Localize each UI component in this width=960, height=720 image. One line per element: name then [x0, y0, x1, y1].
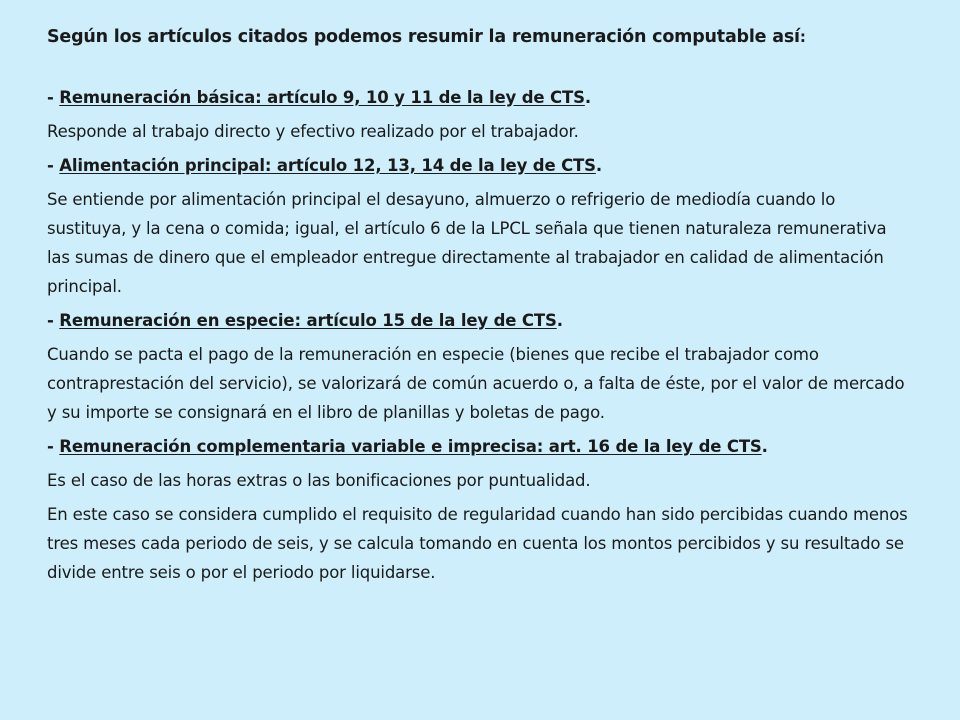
section-heading-alimentacion-principal: - Alimentación principal: artículo 12, 13, 14 de la ley de CTS. [47, 155, 603, 175]
section-paragraph: Cuando se pacta el pago de la remuneración en especie (bienes que recibe el trabajador como contraprestación del servicio), se valorizará de común acuerdo o, a falta de éste, por el valor de mercado y su importe se consignará en el libro de planillas y boletas de pago. [47, 344, 905, 422]
slide-title-colon: : [799, 28, 806, 46]
section-heading-text: Remuneración básica: artículo 9, 10 y 11 de la ley de CTS [59, 87, 585, 107]
section-heading-text: Remuneración en especie: artículo 15 de la ley de CTS [59, 310, 557, 330]
section-paragraph: Responde al trabajo directo y efectivo realizado por el trabajador. [47, 121, 579, 141]
slide-content [47, 83, 914, 587]
section-paragraph: Se entiende por alimentación principal el desayuno, almuerzo o refrigerio de mediodía cuando lo sustituya, y la cena o comida; igual, el artículo 6 de la LPCL señala que tienen naturaleza remunerativa las sumas de dinero que el empleador entregue directamente al trabajador en calidad de alimentación principal. [47, 189, 887, 296]
section-paragraph: En este caso se considera cumplido el requisito de regularidad cuando han sido percibidas cuando menos tres meses cada periodo de seis, y se calcula tomando en cuenta los montos percibidos y su resultado se divide entre seis o por el periodo por liquidarse. [47, 504, 908, 582]
section-heading-text: Alimentación principal: artículo 12, 13, 14 de la ley de CTS [59, 155, 596, 175]
slide-title [47, 26, 914, 49]
slide-title-text: Según los artículos citados podemos resumir la remuneración computable así [47, 27, 800, 47]
section-heading-remuneracion-especie: - Remuneración en especie: artículo 15 de la ley de CTS. [47, 310, 563, 330]
section-heading-remuneracion-basica: - Remuneración básica: artículo 9, 10 y 11 de la ley de CTS. [47, 87, 591, 107]
section-heading-remuneracion-complementaria: - Remuneración complementaria variable e imprecisa: art. 16 de la ley de CTS. [47, 436, 768, 456]
section-heading-text: Remuneración complementaria variable e imprecisa: art. 16 de la ley de CTS [59, 436, 762, 456]
section-paragraph: Es el caso de las horas extras o las bonificaciones por puntualidad. [47, 470, 591, 490]
